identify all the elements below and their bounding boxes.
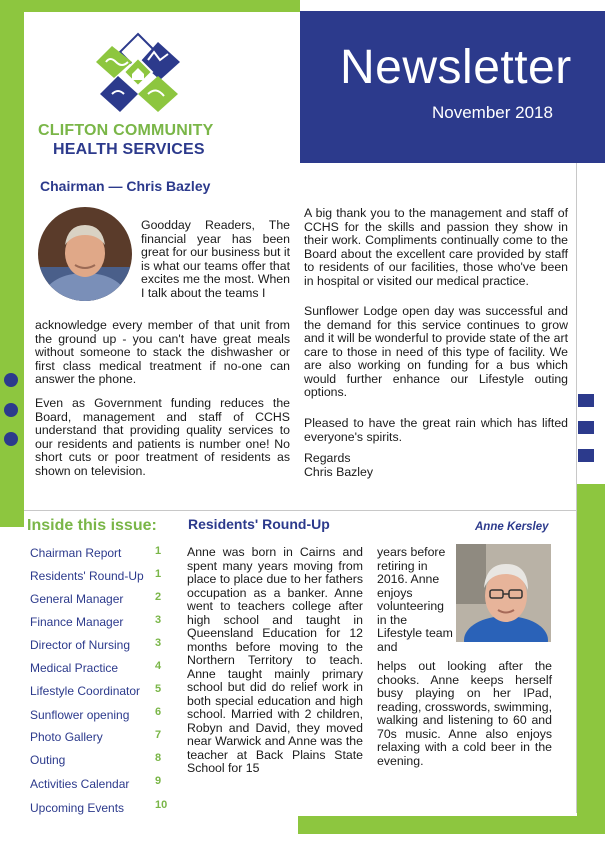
residents-col1: Anne was born in Cairns and spent many years moving from place to place due to her fathers occupation as a banker. Anne went to teachers college after high school and taught in Queensland Education for 12 months before moving to the Northern Territory to teach. Anne taught mainly primary school but did do relief work in both special education and high school. Married with 2 children, Robyn and David, they moved near Warwick and Anne was the teacher at Back Plains State School for 15 bbox=[187, 545, 363, 775]
regards-text: Regards bbox=[304, 451, 351, 465]
toc-item-upcoming[interactable]: Upcoming Events bbox=[30, 801, 125, 815]
section-divider bbox=[24, 510, 578, 511]
toc-page: 6 bbox=[155, 706, 162, 718]
resident-name: Anne Kersley bbox=[475, 521, 549, 533]
newsletter-title: Newsletter bbox=[340, 41, 572, 94]
toc-page: 1 bbox=[155, 545, 162, 557]
green-frame-top bbox=[0, 0, 300, 12]
org-name-line1: CLIFTON COMMUNITY bbox=[38, 122, 214, 139]
residents-col2-top: years before retiring in 2016. Anne enjoys volunteering in the Lifestyle team and bbox=[377, 545, 453, 654]
toc-page: 9 bbox=[155, 775, 162, 787]
decor-square-icon bbox=[578, 421, 594, 434]
toc-item-general-manager[interactable]: General Manager bbox=[30, 592, 124, 606]
signoff-name: Chris Bazley bbox=[304, 464, 374, 479]
toc-item-residents[interactable]: Residents' Round-Up bbox=[30, 569, 144, 583]
decor-square-icon bbox=[578, 394, 594, 407]
chairman-heading: Chairman — Chris Bazley bbox=[40, 178, 211, 194]
green-frame-bottom bbox=[298, 816, 605, 834]
green-frame-left bbox=[0, 0, 24, 527]
green-frame-right bbox=[577, 484, 605, 834]
residents-col2-bottom: helps out looking after the chooks. Anne keeps herself busy playing on her IPad, reading, crosswords, swimming, walking and listening to 60 and 70s music. Anne also enjoys relaxing with a cold beer in the evening. bbox=[377, 659, 552, 768]
toc-item-medical[interactable]: Medical Practice bbox=[30, 661, 119, 675]
toc-item-nursing[interactable]: Director of Nursing bbox=[30, 638, 131, 652]
toc-page: 10 bbox=[155, 799, 168, 811]
toc-item-finance[interactable]: Finance Manager bbox=[30, 615, 124, 629]
issue-date: November 2018 bbox=[432, 103, 553, 122]
inside-issue-heading: Inside this issue: bbox=[27, 517, 157, 534]
toc-page: 5 bbox=[155, 683, 162, 695]
toc-page: 3 bbox=[155, 637, 162, 649]
toc-item-photo-gallery[interactable]: Photo Gallery bbox=[30, 730, 103, 744]
toc-page: 4 bbox=[155, 660, 162, 672]
chairman-signoff bbox=[304, 452, 568, 479]
toc-page: 1 bbox=[155, 568, 162, 580]
decor-dot-icon bbox=[4, 373, 18, 387]
toc-item-activities[interactable]: Activities Calendar bbox=[30, 777, 130, 791]
org-name-line2: HEALTH SERVICES bbox=[53, 141, 205, 158]
decor-dot-icon bbox=[4, 432, 18, 446]
chairman-para1-continued: acknowledge every member of that unit from the ground up - you can't have great meals without someone to stack the dishwasher or first class medical treatment if no-one can answer the phone. bbox=[35, 318, 290, 386]
chairman-para4: Sunflower Lodge open day was successful and the demand for this service continues to grow and it will be wonderful to provide state of the art care to those in need of this type of facility. We are also working on funding for a bus which would further enhance our Lifestyle outing options. bbox=[304, 304, 568, 399]
chairman-photo bbox=[38, 207, 132, 301]
decor-square-icon bbox=[578, 449, 594, 462]
toc-item-chairman[interactable]: Chairman Report bbox=[30, 546, 122, 560]
toc-item-lifestyle[interactable]: Lifestyle Coordinator bbox=[30, 684, 141, 698]
chairman-intro: Goodday Readers, The financial year has been great for our business but it is what our teams offer that excites me the most. When I talk about the teams I bbox=[141, 218, 291, 300]
chairman-para3: A big thank you to the management and staff of CCHS for the skills and passion they show in their work. Compliments continually come to the Board about the excellent care provided by staff to residents of our facilities, those who've been in hospital or visited our medical practice. bbox=[304, 206, 568, 288]
cchs-logo-icon bbox=[88, 32, 188, 122]
resident-photo bbox=[456, 544, 551, 642]
toc-item-outing[interactable]: Outing bbox=[30, 753, 66, 767]
toc-page: 7 bbox=[155, 729, 162, 741]
toc-page: 2 bbox=[155, 591, 162, 603]
toc-item-sunflower[interactable]: Sunflower opening bbox=[30, 708, 130, 722]
chairman-para2: Even as Government funding reduces the Board, management and staff of CCHS understand that providing quality services to our residents and patients is number one! No short cuts or poor treatment of residents as shown on television. bbox=[35, 396, 290, 478]
toc-page: 3 bbox=[155, 614, 162, 626]
residents-heading: Residents' Round-Up bbox=[188, 516, 330, 532]
toc-page: 8 bbox=[155, 752, 162, 764]
chairman-para5: Pleased to have the great rain which has lifted everyone's spirits. bbox=[304, 416, 568, 444]
decor-dot-icon bbox=[4, 403, 18, 417]
